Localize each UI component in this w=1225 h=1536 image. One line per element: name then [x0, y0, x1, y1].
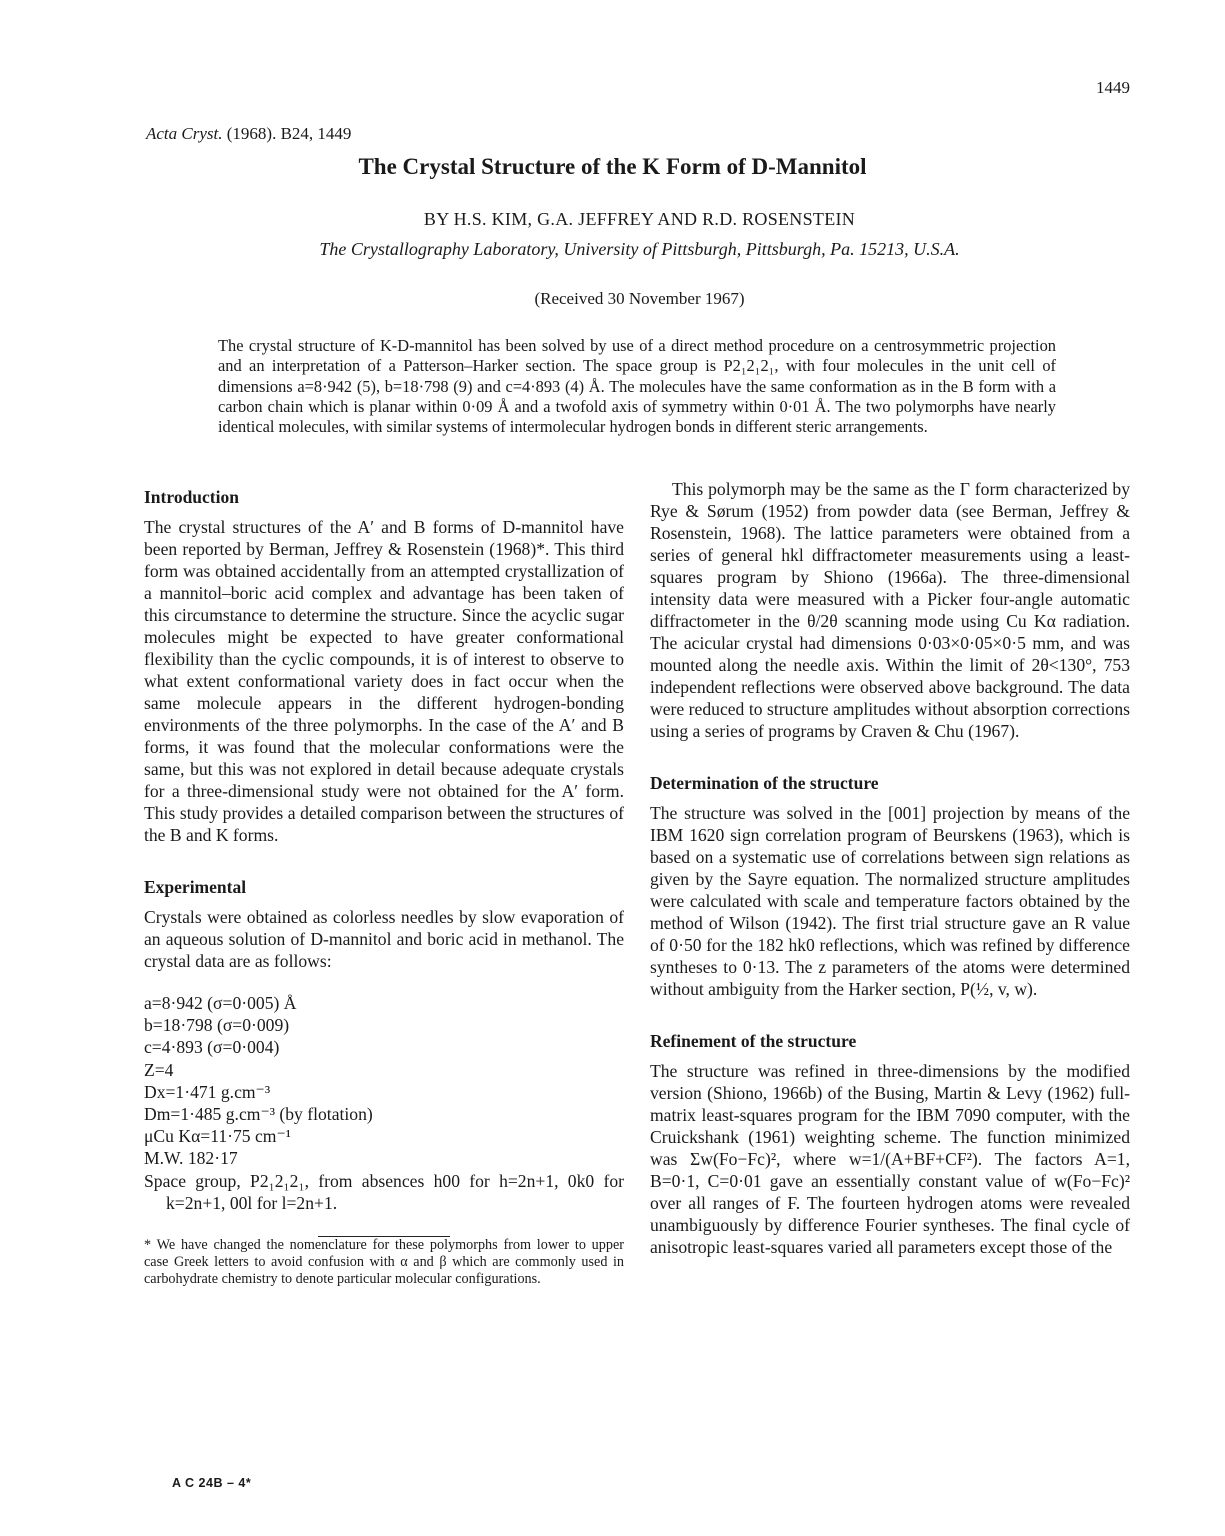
crystal-data-a: a=8·942 (σ=0·005) Å: [144, 993, 297, 1013]
citation-volume: (1968). B24, 1449: [222, 124, 352, 143]
crystal-data-z: Z=4: [144, 1059, 174, 1080]
determination-heading: Determination of the structure: [650, 773, 879, 793]
crystal-data-dm: Dm=1·485 g.cm⁻³ (by flotation): [144, 1104, 373, 1125]
space-group-text: Space group, P2₁2₁2₁, from absences h00 for h=2n+1, 0k0 for k=2n+1, 00l for l=2n+1.: [144, 1170, 624, 1213]
crystal-data-mw: M.W. 182·17: [144, 1148, 238, 1169]
experimental-heading: Experimental: [144, 877, 247, 897]
crystal-data-dx: Dx=1·471 g.cm⁻³: [144, 1081, 271, 1102]
crystal-data-mu: μCu Kα=11·75 cm⁻¹: [144, 1126, 292, 1147]
journal-name: Acta Cryst.: [146, 124, 223, 143]
received-date: (Received 30 November 1967): [534, 289, 745, 308]
abstract: The crystal structure of K-D-mannitol has been solved by use of a direct method procedure on a centrosymmetric projection and an interpretation of a Patterson–Harker section. The space group is P2₁2₁2₁, with four molecules in the unit cell of dimensions a=8·942 (5), b=18·798 (9) and c=4·893 (4) Å. The molecules have the same conformation as in the B form with a carbon chain which is planar within 0·09 Å and a twofold axis of symmetry within 0·01 Å. The two polymorphs have nearly identical molecules, with similar systems of intermolecular hydrogen bonds in different steric arrangements.: [218, 336, 1056, 437]
experimental-text: Crystals were obtained as colorless needles by slow evaporation of an aqueous solution of D-mannitol and boric acid in methanol. The crystal data are as follows:: [144, 907, 624, 971]
footnote: * We have changed the nomenclature for these polymorphs from lower to upper case Greek letters to avoid confusion with α and β which are commonly used in carbohydrate chemistry to denote particular molecular configurations.: [144, 1236, 624, 1288]
refinement-text: The structure was refined in three-dimensions by the modified version (Shiono, 1966b) of the Busing, Martin & Levy (1962) full-matrix least-squares program for the IBM 7090 computer, with the Cruickshank (1961) weighting scheme. The function minimized was Σw(Fo−Fc)², where w=1/(A+BF+CF²). The factors A=1, B=0·1, C=0·01 gave an essentially constant value of w(Fo−Fc)² over all ranges of F. The fourteen hydrogen atoms were revealed unambiguously by difference Fourier syntheses. The final cycle of anisotropic least-squares varied all parameters except those of the: [650, 1061, 1130, 1257]
experimental-continued-text: This polymorph may be the same as the Γ form characterized by Rye & Sørum (1952) from powder data (see Berman, Jeffrey & Rosenstein, 1968). The lattice parameters were obtained from a series of general hkl diffractometer measurements using a least-squares program by Shiono (1966a). The three-dimensional intensity data were measured with a Picker four-angle automatic diffractometer in the θ/2θ scanning mode using Cu Kα radiation. The acicular crystal had dimensions 0·03×0·05×0·5 mm, and was mounted along the needle axis. Within the limit of 2θ<130°, 753 independent reflections were observed above background. The data were reduced to structure amplitudes without absorption corrections using a series of programs by Craven & Chu (1967).: [650, 479, 1130, 741]
determination-text: The structure was solved in the [001] projection by means of the IBM 1620 sign correlation program of Beurskens (1963), which is based on a systematic use of correlations between sign relations as given by the Sayre equation. The normalized structure amplitudes were calculated with scale and temperature factors obtained by the method of Wilson (1942). The first trial structure gave an R value of 0·50 for the 182 hk0 reflections, which was refined by difference syntheses to 0·13. The z parameters of the atoms were determined without ambiguity from the Harker section, P(½, v, w).: [650, 803, 1130, 999]
author-list: BY H.S. KIM, G.A. JEFFREY AND R.D. ROSENSTEIN: [423, 209, 856, 229]
crystal-data-c: c=4·893 (σ=0·004): [144, 1037, 280, 1058]
paper-title: The Crystal Structure of the K Form of D-Mannitol: [358, 154, 867, 179]
journal-citation: [146, 124, 351, 144]
left-column: [144, 486, 624, 1288]
introduction-text: The crystal structures of the A′ and B forms of D-mannitol have been reported by Berman, Jeffrey & Rosenstein (1968)*. This third form was obtained accidentally from an attempted crystallization of a mannitol–boric acid complex and advantage has been taken of this circumstance to determine the structure. Since the acyclic sugar molecules might be expected to have greater conformational flexibility than the cyclic compounds, it is of interest to observe to what extent conformational variety does in fact occur when the same molecule appears in the different hydrogen-bonding environments of the three polymorphs. In the case of the A′ and B forms, it was found that the molecular conformations were the same, but this was not explored in detail because adequate crystals for a three-dimensional study were not obtained for the A′ form. This study provides a detailed comparison between the structures of the B and K forms.: [144, 517, 624, 845]
right-column: [650, 478, 1130, 1258]
introduction-heading: Introduction: [144, 487, 239, 507]
refinement-heading: Refinement of the structure: [650, 1031, 857, 1051]
page-number: 1449: [1096, 78, 1130, 97]
crystal-data-list: [144, 992, 624, 1170]
crystal-data-b: b=18·798 (σ=0·009): [144, 1015, 290, 1036]
footer-signature-code: A C 24B – 4*: [172, 1476, 252, 1490]
affiliation: The Crystallography Laboratory, University of Pittsburgh, Pittsburgh, Pa. 15213, U.S.A.: [319, 239, 960, 259]
